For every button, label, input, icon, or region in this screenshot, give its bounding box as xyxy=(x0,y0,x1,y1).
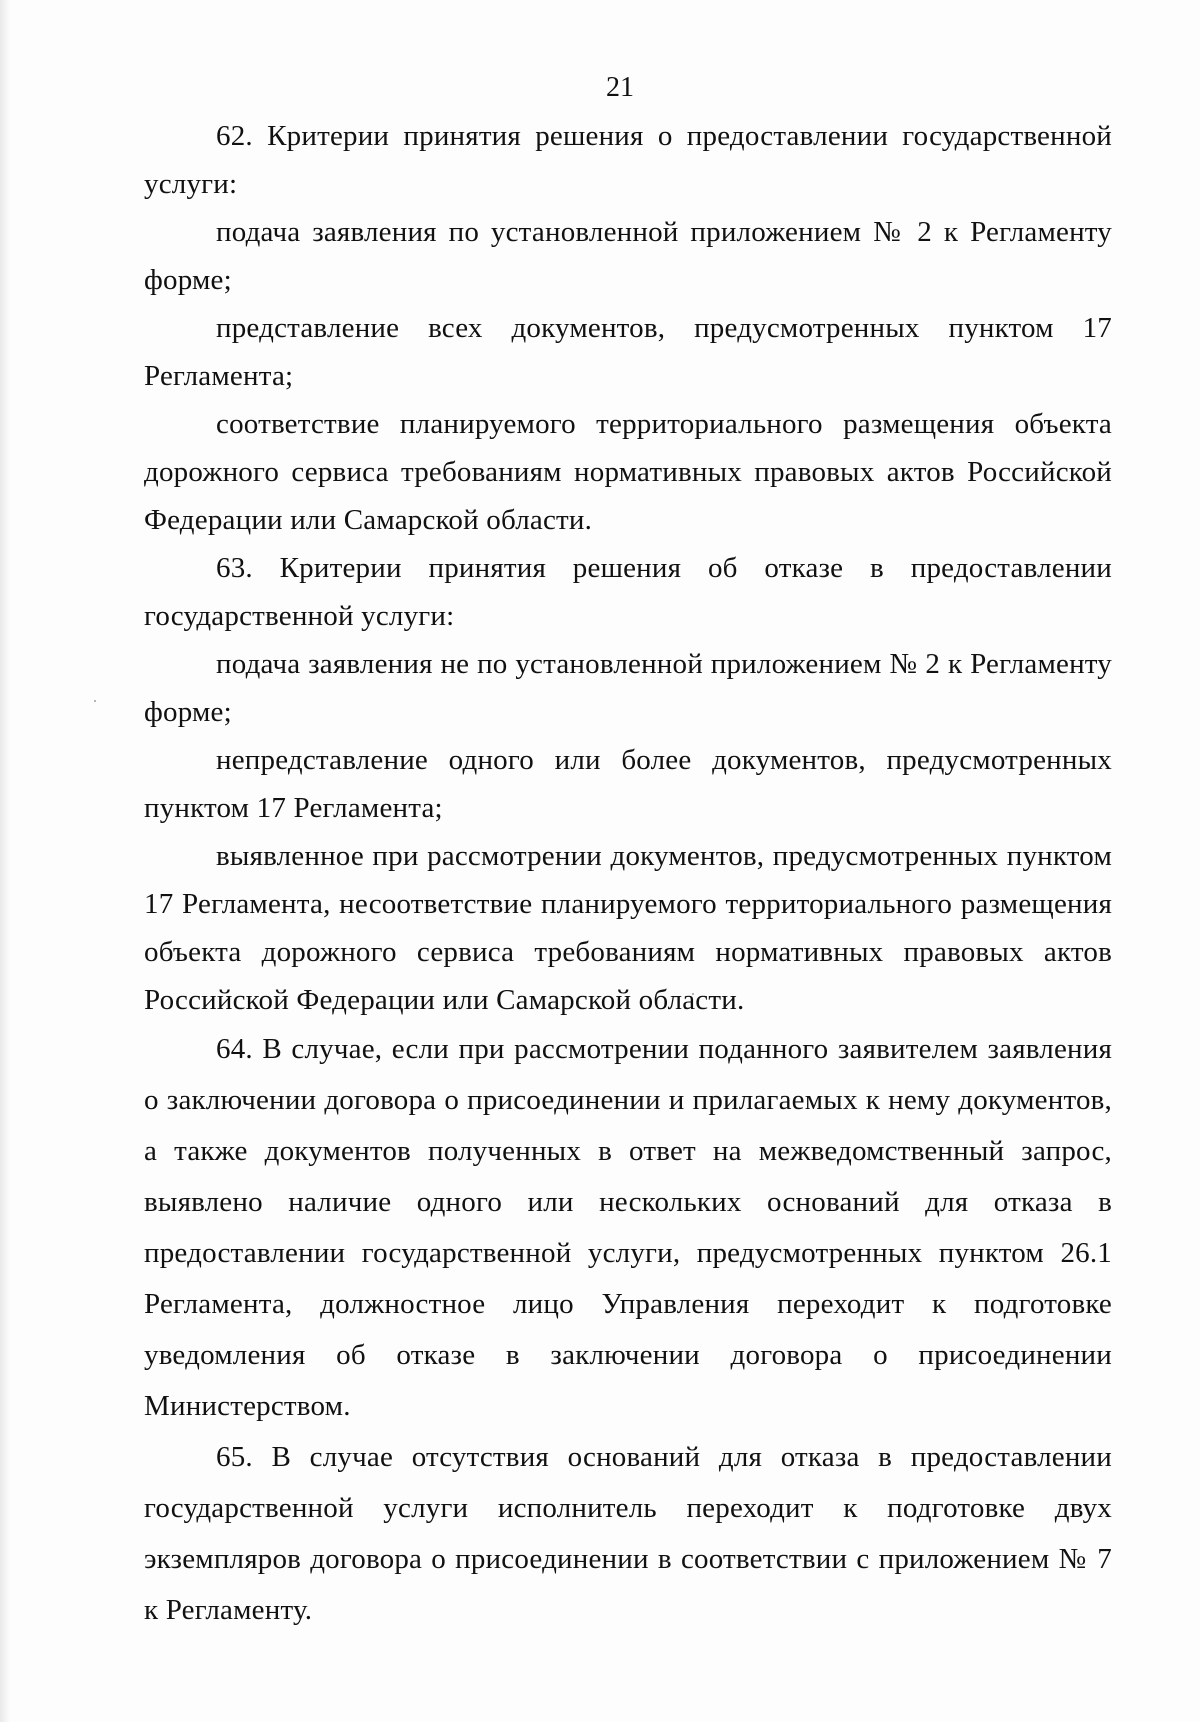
document-body xyxy=(144,112,1112,1636)
paragraph-62: 62. Критерии принятия решения о предоставлении государственной услуги: xyxy=(144,120,1112,200)
paragraph-62-item-3: соответствие планируемого территориального размещения объекта дорожного сервиса требованиям нормативных правовых актов Российской Федерации или Самарской области. xyxy=(144,408,1112,536)
paragraph-63: 63. Критерии принятия решения об отказе в предоставлении государственной услуги: xyxy=(144,552,1112,632)
paragraph-62-item-1: подача заявления по установленной приложением № 2 к Регламенту форме; xyxy=(144,216,1112,296)
paragraph-64: 64. В случае, если при рассмотрении поданного заявителем заявления о заключении договора о присоединении и прилагаемых к нему документов, а также документов полученных в ответ на межведомственный запрос, выявлено наличие одного или нескольких оснований для отказа в предоставлении государственной услуги, предусмотренных пунктом 26.1 Регламента, должностное лицо Управления переходит к подготовке уведомления об отказе в заключении договора о присоединении Министерством. xyxy=(144,1033,1112,1422)
paragraph-63-item-3: выявленное при рассмотрении документов, предусмотренных пунктом 17 Регламента, несоответствие планируемого территориального размещения объекта дорожного сервиса требованиям нормативных правовых актов Российской Федерации или Самарской области. xyxy=(144,840,1112,1016)
paragraph-62-item-2: представление всех документов, предусмотренных пунктом 17 Регламента; xyxy=(144,312,1112,392)
paragraph-63-item-2: непредставление одного или более документов, предусмотренных пунктом 17 Регламента; xyxy=(144,744,1112,824)
page-number: 21 xyxy=(606,72,634,103)
paragraph-65: 65. В случае отсутствия оснований для отказа в предоставлении государственной услуги исполнитель переходит к подготовке двух экземпляров договора о присоединении в соответствии с приложением № 7 к Регламенту. xyxy=(144,1441,1112,1626)
scan-speck xyxy=(94,700,96,702)
paragraph-63-item-1: подача заявления не по установленной приложением № 2 к Регламенту форме; xyxy=(144,648,1112,728)
scan-edge-shadow xyxy=(0,0,10,1722)
